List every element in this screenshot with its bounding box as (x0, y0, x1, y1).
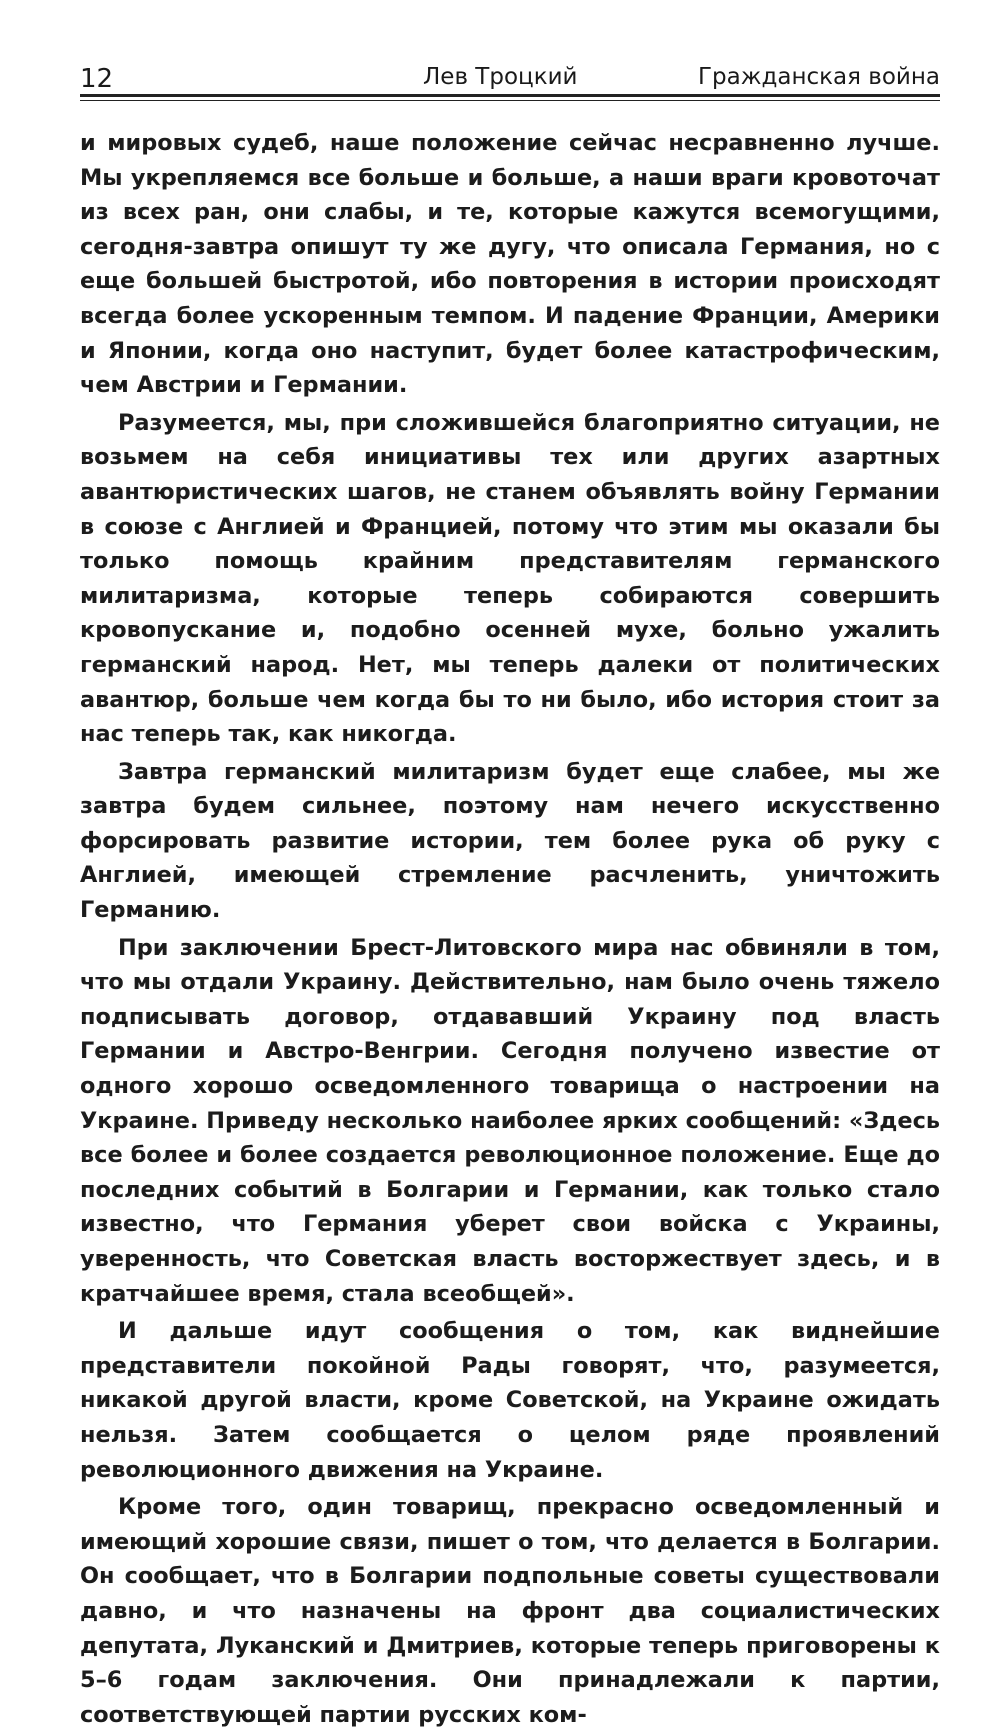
book-page (80, 0, 940, 1728)
header-rule-thin (80, 100, 940, 101)
paragraph: При заключении Брест-Литовского мира нас обвиняли в том, что мы отдали Украину. Действительно, нам было очень тяжело подписывать договор, отдававший Украину под власть Германии и Австро-Венгрии. Сегодня получено известие от одного хорошо осведомленного товарища о настроении на Украине. Приведу несколько наиболее ярких сообщений: «Здесь все более и более создается революционное положение. Еще до последних событий в Болгарии и Германии, как только стало известно, что Германия уберет свои войска с Украины, уверенность, что Советская власть восторжествует здесь, и в кратчайшее время, стала всеобщей». (80, 934, 940, 1307)
paragraph: Завтра германский милитаризм будет еще слабее, мы же завтра будем сильнее, поэтому нам нечего искусственно форсировать развитие истории, тем более рука об руку с Англией, имеющей стремление расчленить, уничтожить Германию. (80, 758, 940, 924)
paragraph-continued: и мировых судеб, наше положение сейчас несравненно лучше. Мы укрепляемся все больше и больше, а наши враги кровоточат из всех ран, они слабы, и те, которые кажутся всемогущими, сегодня-завтра опишут ту же дугу, что описала Германия, но с еще большей быстротой, ибо повторения в истории происходят всегда более ускоренным темпом. И падение Франции, Америки и Японии, когда оно наступит, будет более катастрофическим, чем Австрии и Германии. (80, 130, 940, 399)
running-head-author: Лев Троцкий (423, 64, 578, 90)
page-number: 12 (80, 64, 114, 94)
paragraph: Разумеется, мы, при сложившейся благоприятно ситуации, не возьмем на себя инициативы тех или других азартных авантюристических шагов, не станем объявлять войну Германии в союзе с Англией и Францией, потому что этим мы оказали бы только помощь крайним представителям германского милитаризма, которые теперь собираются совершить кровопускание и, подобно осенней мухе, больно ужалить германский народ. Нет, мы теперь далеки от политических авантюр, больше чем когда бы то ни было, ибо история стоит за нас теперь так, как никогда. (80, 409, 940, 748)
paragraph: Кроме того, один товарищ, прекрасно осведомленный и имеющий хорошие связи, пишет о том, что делается в Болгарии. Он сообщает, что в Болгарии подпольные советы существовали давно, и что назначены на фронт два социалистических депутата, Луканский и Дмитриев, которые теперь приговорены к 5–6 годам заключения. Они принадлежали к партии, соответствующей партии русских ком- (80, 1494, 940, 1728)
running-head-title: Гражданская война (698, 64, 940, 90)
paragraph: И дальше идут сообщения о том, как виднейшие представители покойной Рады говорят, что, разумеется, никакой другой власти, кроме Советской, на Украине ожидать нельзя. Затем сообщается о целом ряде проявлений революционного движения на Украине. (80, 1318, 940, 1483)
header-rule-thick (80, 94, 940, 97)
running-head (80, 60, 940, 96)
body-text (80, 126, 940, 1735)
